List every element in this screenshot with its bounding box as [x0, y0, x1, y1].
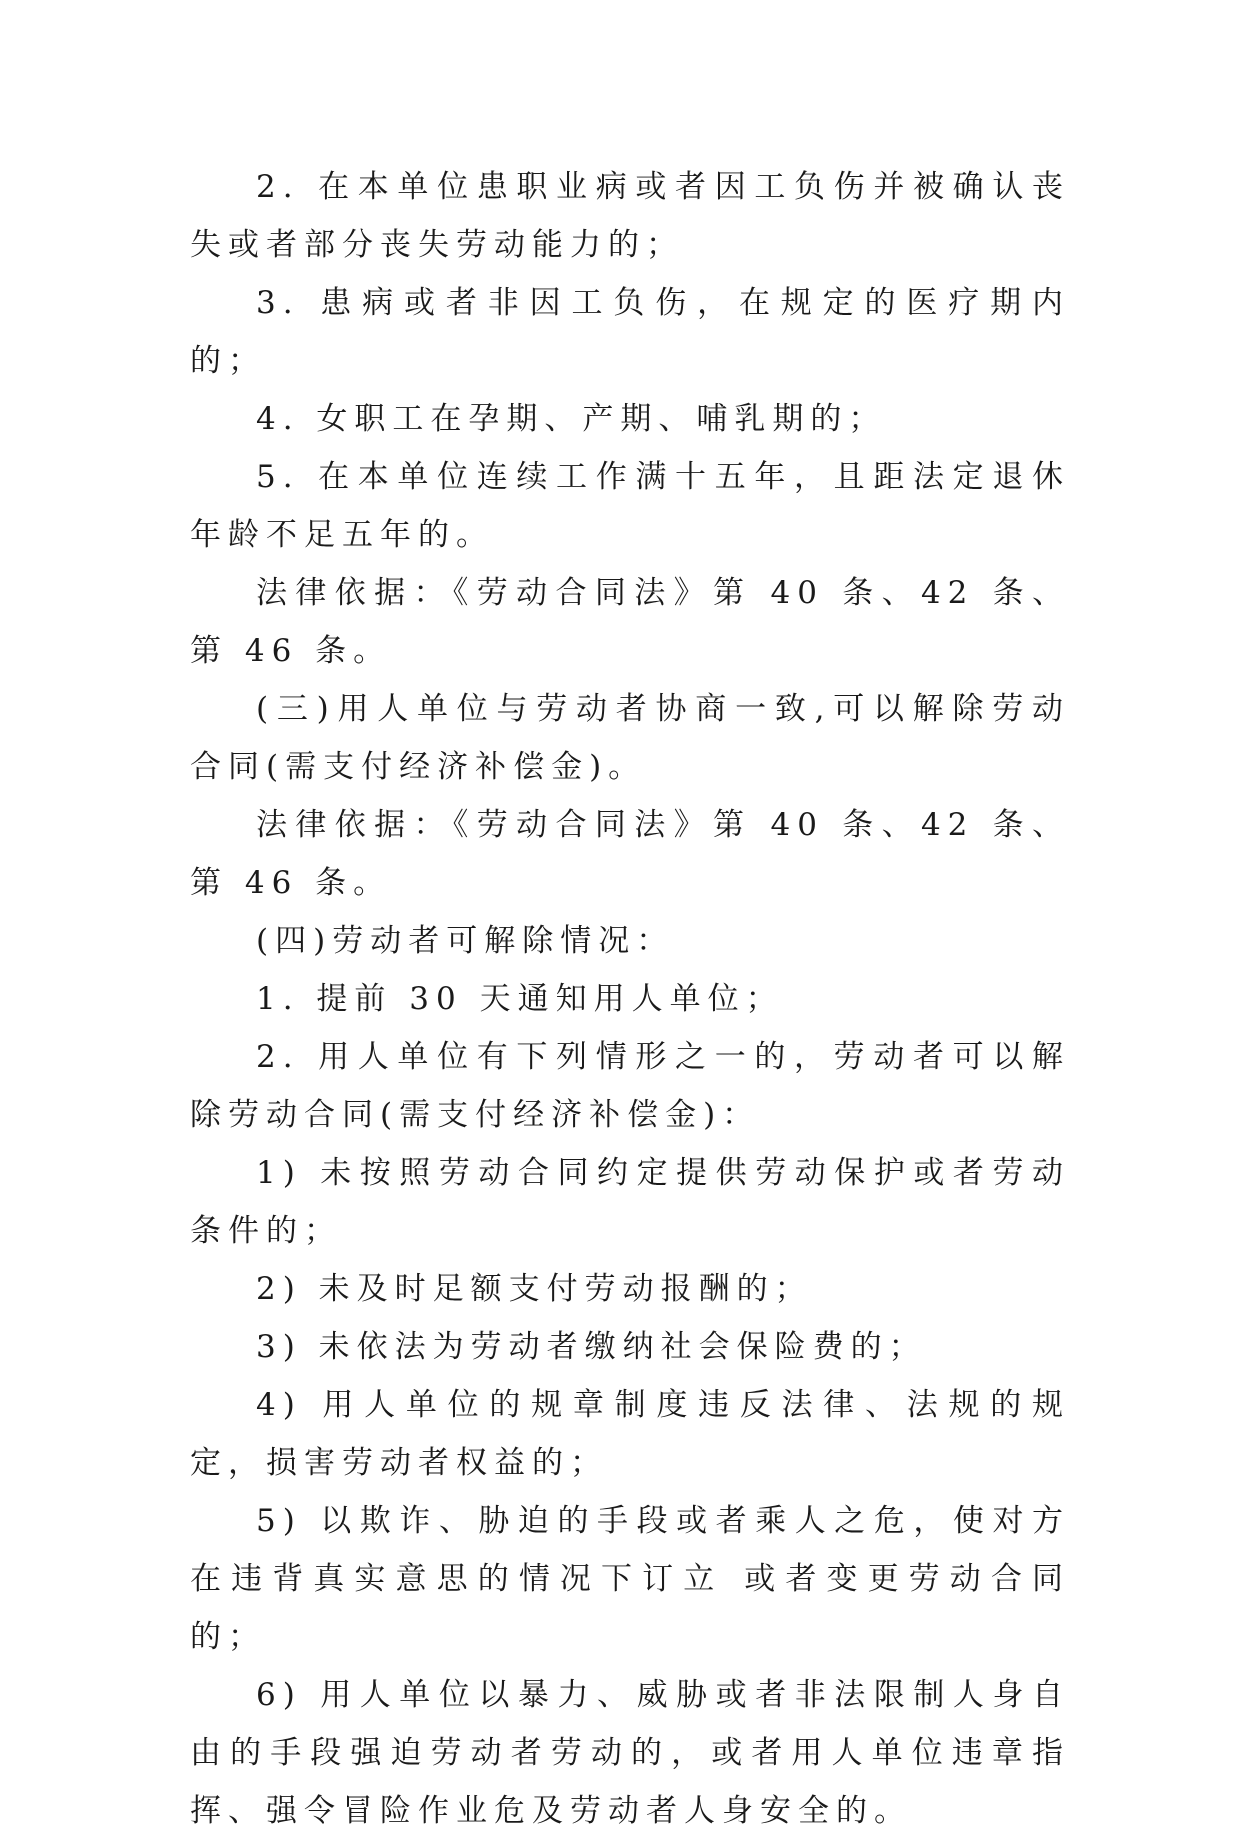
- paragraph: 法律依据：《劳动合同法》第 40 条、42 条、第 46 条。: [190, 807, 1070, 901]
- paragraph: (三)用人单位与劳动者协商一致,可以解除劳动合同(需支付经济补偿金)。: [190, 691, 1070, 785]
- paragraph: 5) 以欺诈、胁迫的手段或者乘人之危，使对方在违背真实意思的情况下订立 或者变更劳动合同的；: [190, 1503, 1070, 1655]
- paragraph: 法律依据：《劳动合同法》第 40 条、42 条、第 46 条。: [190, 575, 1070, 669]
- paragraph: 5. 在本单位连续工作满十五年，且距法定退休年龄不足五年的。: [190, 459, 1070, 553]
- document-body: [190, 158, 1070, 1840]
- paragraph: 2) 未及时足额支付劳动报酬的；: [256, 1271, 813, 1307]
- paragraph: 2. 在本单位患职业病或者因工负伤并被确认丧失或者部分丧失劳动能力的；: [190, 169, 1070, 263]
- paragraph: 1. 提前 30 天通知用人单位；: [256, 981, 784, 1017]
- paragraph: 1) 未按照劳动合同约定提供劳动保护或者劳动条件的；: [190, 1155, 1070, 1249]
- paragraph: 2. 用人单位有下列情形之一的，劳动者可以解除劳动合同(需支付经济补偿金)：: [190, 1039, 1070, 1133]
- paragraph: 3. 患病或者非因工负伤，在规定的医疗期内的；: [190, 285, 1070, 379]
- paragraph: (四)劳动者可解除情况：: [256, 923, 675, 959]
- paragraph: 6) 用人单位以暴力、威胁或者非法限制人身自由的手段强迫劳动者劳动的，或者用人单位违章指挥、强令冒险作业危及劳动者人身安全的。: [190, 1677, 1070, 1829]
- paragraph: 4) 用人单位的规章制度违反法律、法规的规定，损害劳动者权益的；: [190, 1387, 1070, 1481]
- paragraph: 4. 女职工在孕期、产期、哺乳期的；: [256, 401, 887, 437]
- paragraph: 3) 未依法为劳动者缴纳社会保险费的；: [256, 1329, 927, 1365]
